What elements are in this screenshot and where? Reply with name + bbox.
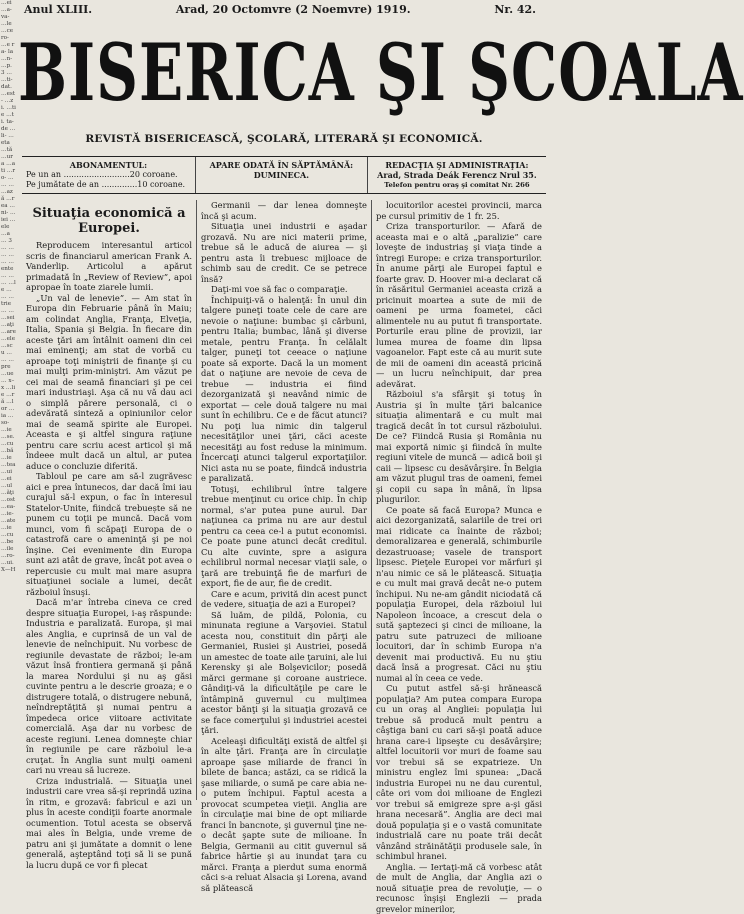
paragraph: locuitorilor acestei provincii, marca pe cursul primitiv de 1 fr. 25. — [376, 200, 542, 221]
paragraph: Războiul s'a sfârşit şi totuş în Austria şi în multe ţări balcanice situaţia alimentară e cu mult mai tragică decât în tot cursul războiului. De ce? Fiindcă Rusia şi România nu mai exportă nimic şi fiindcă în multe regiuni vitele de muncă — adică boii şi caii — lipsesc cu desăvârşire. În Belgia am văzut plugul tras de oameni, femei şi copii cu sapa în mână, în lipsa plugurilor. — [376, 389, 542, 505]
editorial-phone: Telefon pentru oraş şi comitat Nr. 266 — [372, 180, 542, 190]
year-label: Anul XLIII. — [24, 3, 92, 17]
subscription-half: Pe jumătate de an ..............10 coroane. — [26, 180, 191, 190]
column-2 — [196, 200, 371, 800]
paragraph: Care e acum, privită din acest punct de vedere, situaţia de azi a Europei? — [201, 589, 367, 610]
editorial-title: REDACŢIA ŞI ADMINISTRAŢIA: — [372, 160, 542, 170]
paragraph: Tabloul pe care am să-l zugrăvesc aici e prea întunecos, dar dacă îmi iau curajul să-l expun, o fac în interesul Statelor-Unite, fiindcă trebuește să ne punem cu toţii pe muncă. Dacă vom munci, vom fi scăpaţi Europa de o catastrofă care o ameninţă şi pe noi înşine. Cei evenimente din Europa sunt azi atât de grave, încât pot avea o repercusie cu mult mai mare asupra situaţiunei sociale a lumei, decât războiul însuşi. — [26, 471, 192, 597]
editorial-address: Arad, Strada Deák Ferencz Nrul 35. — [372, 170, 542, 180]
main-area — [18, 0, 560, 800]
left-margin-strip: …ei …a- va- …le …ce ro- …e ra- la …n- …p. 3 … …ti- dat. …est- …zi. …tie …ti. ta- de …li- …eta …tă …ura …ati …ro- … … … …ază …rea …ni- …iei …ele …a … 3 … … … … … …ente … … … …le … … …trie … … …sei …aţi …are …ele …scu … … …pre …ue … x–x …lie …ră …lor …ia …so- …ie …se. …cu …bă …ie …tea …ui …ei …ul …ăţi …ost …ea- …ie- …ate …ie …cu …be …ile …ro- …ui. X—H — [0, 0, 16, 800]
paragraph: Situaţia unei industrii e aşadar grozavă. Nu are nici materii prime, trebue să le aducă de aiurea — şi pentru asta îi trebuesc mijloace de schimb sau de credit. Ce se petrece însă? — [201, 221, 367, 284]
date-label: Arad, 20 Octomvre (2 Noemvre) 1919. — [176, 3, 411, 17]
paragraph: Anglia. — Iertaţi-mă că vorbesc atât de mult de Anglia, dar Anglia azi o nouă situaţie prea de revoluţie, — o recunosc înşişi Englezii — prada grevelor minerilor, — [376, 862, 542, 914]
subscription-box — [22, 157, 195, 193]
paragraph: Reproducem interesantul articol scris de financiarul american Frank A. Vanderlip. Articolul a apărut primadată în „Review of Review”, apoi apropae în toate ziarele lumii. — [26, 240, 192, 293]
info-bar — [22, 156, 546, 194]
subtitle: REVISTĂ BISERICEASCĂ, ŞCOLARĂ, LITERARĂ ŞI ECONOMICĂ. — [18, 133, 550, 145]
issue-number: Nr. 42. — [494, 3, 536, 17]
article-title: Situaţia economică a Europei. — [26, 206, 192, 236]
appears-box — [195, 157, 368, 193]
paragraph: Închipuiţi-vă o halenţă: În unul din talgere puneţi toate cele de care are nevoie o naţiune: bumbac şi cărbuni, pentru Italia; bumbac, lână şi diverse metale, pentru Franţa. În celălalt talger, puneţi tot ceeace o naţiune poate să exporte. Dacă la un moment dat o naţiune are nevoie de ceva de trebue — industria ei fiind dezorganizată şi neavând nimic de exportat — cele două talgere nu mai sunt în echilibru. Ce e de făcut atunci? Nu poţi lua nimic din talgerul necesităţilor unei ţări, căci aceste necesităţi au fost reduse la minimum. Încercaţi atunci talgerul exportaţiilor. Nici asta nu se poate, fiindcă industria e paralizată. — [201, 295, 367, 484]
paragraph: Criza transporturilor. — Afară de aceasta mai e o altă „paralizie” care loveşte de industriaş şi viaţa tinde a întregi Europe: e criza transporturilor. În anume părţi ale Europei faptul e foarte grav. D. Hoover mi-a declarat că în răsăritul Germaniei aceasta criză a pricinuit moartea a sute de mii de oameni pe urma foametei, căci alimentele nu au putut fi transportate. Porturile erau pline de provizii, iar lumea murea de foame din lipsa vagoanelor. Fapt este că au murit sute de mii de oameni din această pricină — un lucru neînchipuit, dar prea adevărat. — [376, 221, 542, 389]
column-1 — [22, 200, 196, 800]
paragraph: Germanii — dar lenea domneşte încă şi acum. — [201, 200, 367, 221]
editorial-box — [368, 157, 546, 193]
column-3 — [371, 200, 546, 800]
paragraph: Daţi-mi voe să fac o comparaţie. — [201, 284, 367, 295]
appears-day: DUMINECA. — [200, 170, 363, 180]
paragraph: Criza industrială. — Situaţia unei industrii care vrea să-şi reprindă uzina în ritm, e grozavă: fabricul e azi un plus în aceste condiţii foarte anormale ocumention. Totul acesta se observă mai ales în Belgia, unde vreme de patru ani şi jumătate a domnit o lene generală, aşteptând toţi să li se pună la lucru după ce vor fi plecat — [26, 776, 192, 871]
paragraph: Să luăm, de pildă, Polonia, cu minunata regiune a Varşoviei. Statul acesta nou, constituit din părţi ale Germaniei, Rusiei şi Austriei, posedă un amestec de toate aile ţaruini, ale lui Kerensky şi ale Bolşevicilor; posedă mărci germane şi coroane austriece. Gândiţi-vă la dificultăţile pe care le întâmpină guvernul cu mulţimea acestor bănţi şi la situaţia grozavă ce se face comerţului şi industriei acestei ţări. — [201, 610, 367, 736]
paragraph: „Un val de lenevie”. — Am stat în Europa din Februarie până în Maiu; am colindat Anglia, Franţa, Elveţia, Italia, Spania şi Belgia. În fiecare din aceste ţări am întâlnit oameni din cei mai eminenţi; am stat de vorbă cu aproape toţi miniştrii de finanţe şi cu mai mulţi prim-miniştri. Am văzut pe cei mai de seamă financiari şi pe cei mari industriaşi. Aşa că nu vă dau aci o simplă părere personală, ci o adevărată sinteză a opiniunilor celor mai de seamă spirite ale Europei. Aceasta e şi altfel singura raţiune pentru care scriu acest articol şi mă îndeee mult dacă un altul, ar putea aduce o concluzie diferită. — [26, 293, 192, 472]
appears-title: APARE ODATĂ ÎN SĂPTĂMÂNĂ: — [200, 160, 363, 170]
paragraph: Cu putut astfel să-şi hrănească populaţia? Am putea compara Europa cu un oraş al Angliei: populaţia lui trebue să producă mult pentru a câştiga bani cu cari să-şi poată aduce hrana care-i lipseşte cu desăvârşire; altfel locuitorii vor muri de foame sau vor trebui să se expatrieze. Un ministru englez îmi spunea: „Dacă industria Europei nu ne dau curentul, câte ori vom doi milioane de Englezi vor trebui să emigreze spre a-şi găsi hrana necesară”. Anglia are deci mai două populaţia şi e o vastă comunitate industrială care nu poate trăi decât vânzând străinătăţii produsele sale, în schimbul hranei. — [376, 683, 542, 862]
topline — [24, 3, 536, 17]
paragraph: Dacă m'ar întreba cineva ce cred despre situaţia Europei, i-aş răspunde: Industria e paralizată. Europa, şi mai ales Anglia, e cuprinsă de un val de lenevie de neînchipuit. Nu vorbesc de regiunile devastate de război; le-am văzut însă frontiera germană şi până la marea Nordului şi nu aş găsi cuvinte pentru a le descrie groaza; e o distrugere totală, o distrugere nebună, neîndreptăţită şi numai pentru a împedeca orice viitoare activitate comercială. Aşa dar nu vorbesc de aceste regiuni. Lenea domneşte chiar în regiunile pe care războiul le-a cruţat. În Anglia sunt mulţi oameni cari nu vreau să lucreze. — [26, 597, 192, 776]
paragraph: Aceleaşi dificultăţi există de altfel şi în alte ţări. Franţa are în circulaţie aproape şase miliarde de franci în bilete de banca; astăzi, ca se ridică la şase miliarde, o sumă pe care abia ne-o putem închipui. Faptul acesta a provocat scumpetea vieţii. Anglia are în circulaţie mai bine de opt miliarde franci în bancnote, şi guvernul ţine ne-o decât şapte sute de milioane. În Belgia, Germanii au citit guvernul să fabrice hârtie şi au inundat ţara cu mărci. Franţa a pierdut suma enormă căci s-a reluat Alsacia şi Lorena, avand să plătească — [201, 736, 367, 894]
subscription-title: ABONAMENTUL: — [26, 160, 191, 170]
subscription-year: Pe un an ..........................20 coroane. — [26, 170, 191, 180]
article-body — [22, 200, 546, 800]
masthead: BISERICA ŞI ŞCOALA — [18, 34, 550, 112]
paragraph: Totuşi, echilibrul între talgere trebue menţinut cu orice chip. În chip normal, s'ar putea pune aurul. Dar naţiunea ca prima nu are aur destul pentru ca ceea ce-l a putut economisi. Ce poate pune atunci decât creditul. Cu alte cuvinte, spre a asigura echilibrul normal necesar viaţii sale, o ţară are trebuinţă fie de marfuri de export, fie de aur, fie de credit. — [201, 484, 367, 589]
paragraph: Ce poate să facă Europa? Munca e aici dezorganizată, salariile de trei ori mai ridicate ca înainte de război; demoralizarea e generală, schimburile dezastruoase; vasele de transport lipsesc. Pieţele Europei vor mărfuri şi n'au nimic ce să le plătească. Situaţia e cu mult mai gravă decât ne-o putem închipui. Nu ne-am gândit niciodată că populaţia Europei, dela războiul lui Napoleon încoace, a crescut dela o sută şaptezeci şi cinci de milioane, la patru sute patruzeci de milioane locuitori, dar în schimb Europa n'a devenit mai productivă. Eu nu ştiu dacă însă a progresat. Căci nu ştiu numai al în ceea ce vede. — [376, 505, 542, 684]
